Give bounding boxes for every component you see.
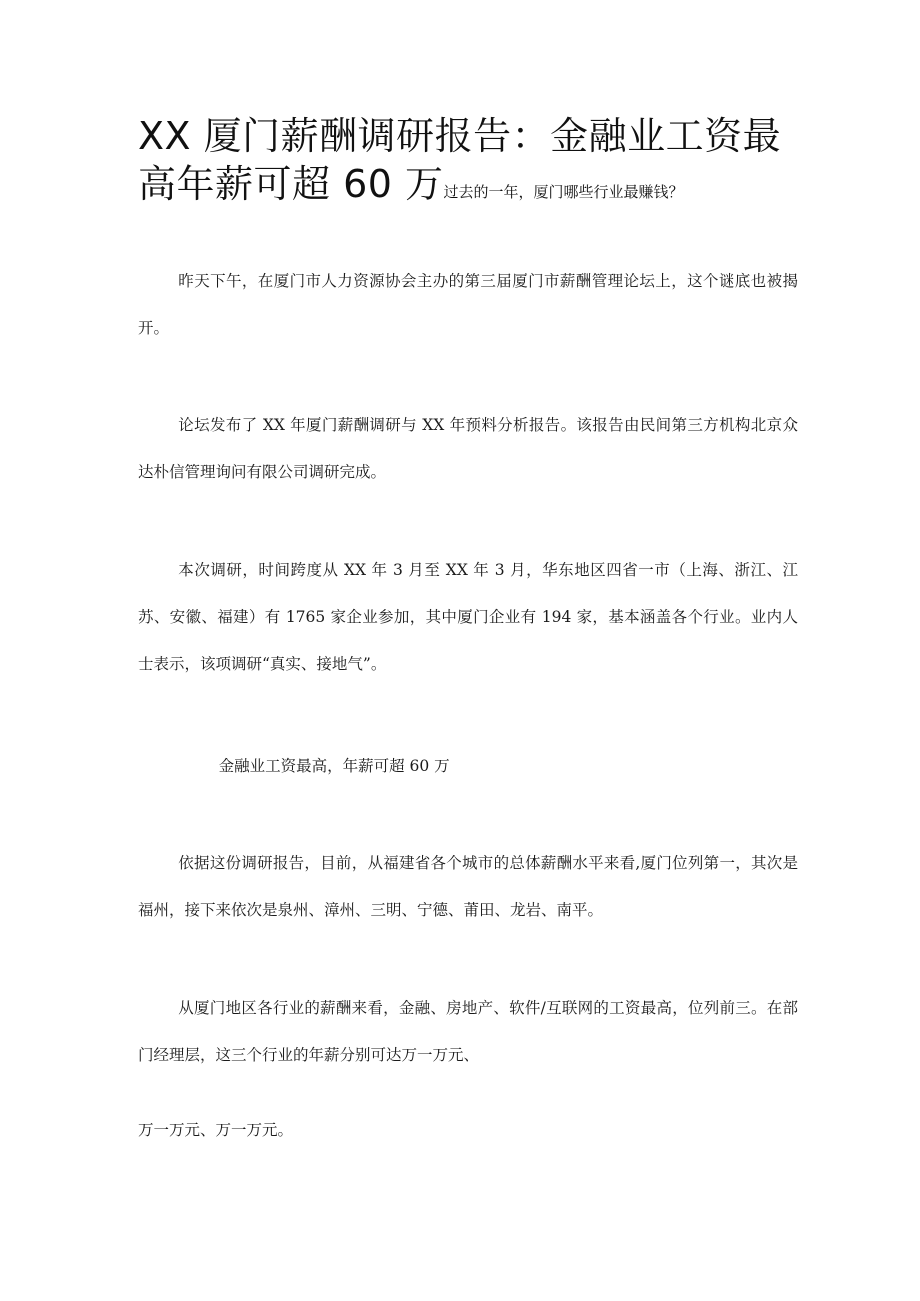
lede-text: 过去的一年，厦门哪些行业最赚钱？ [443, 183, 684, 201]
paragraph-3: 本次调研，时间跨度从 XX 年 3 月至 XX 年 3 月，华东地区四省一市（上海、浙江、江苏、安徽、福建）有 1765 家企业参加，其中厦门企业有 194 家，基本涵盖各个行业。业内人士表示，该项调研“真实、接地气”。 [138, 561, 798, 673]
section-heading: 金融业工资最高，年薪可超 60 万 [218, 757, 450, 775]
document-title [138, 112, 818, 216]
paragraph-5: 从厦门地区各行业的薪酬来看，金融、房地产、软件/互联网的工资最高，位列前三。在部门经理层，这三个行业的年薪分别可达万一万元、 [138, 999, 798, 1064]
title-text: XX 厦门薪酬调研报告：金融业工资最高年薪可超 60 万 [138, 114, 782, 206]
paragraph-2: 论坛发布了 XX 年厦门薪酬调研与 XX 年预料分析报告。该报告由民间第三方机构北京众达朴信管理询问有限公司调研完成。 [138, 416, 798, 481]
paragraph-1: 昨天下午，在厦门市人力资源协会主办的第三届厦门市薪酬管理论坛上，这个谜底也被揭开。 [138, 272, 798, 337]
paragraph-6: 万一万元、万一万元。 [138, 1121, 294, 1139]
paragraph-4: 依据这份调研报告，目前，从福建省各个城市的总体薪酬水平来看,厦门位列第一，其次是福州，接下来依次是泉州、漳州、三明、宁德、莆田、龙岩、南平。 [138, 854, 798, 919]
